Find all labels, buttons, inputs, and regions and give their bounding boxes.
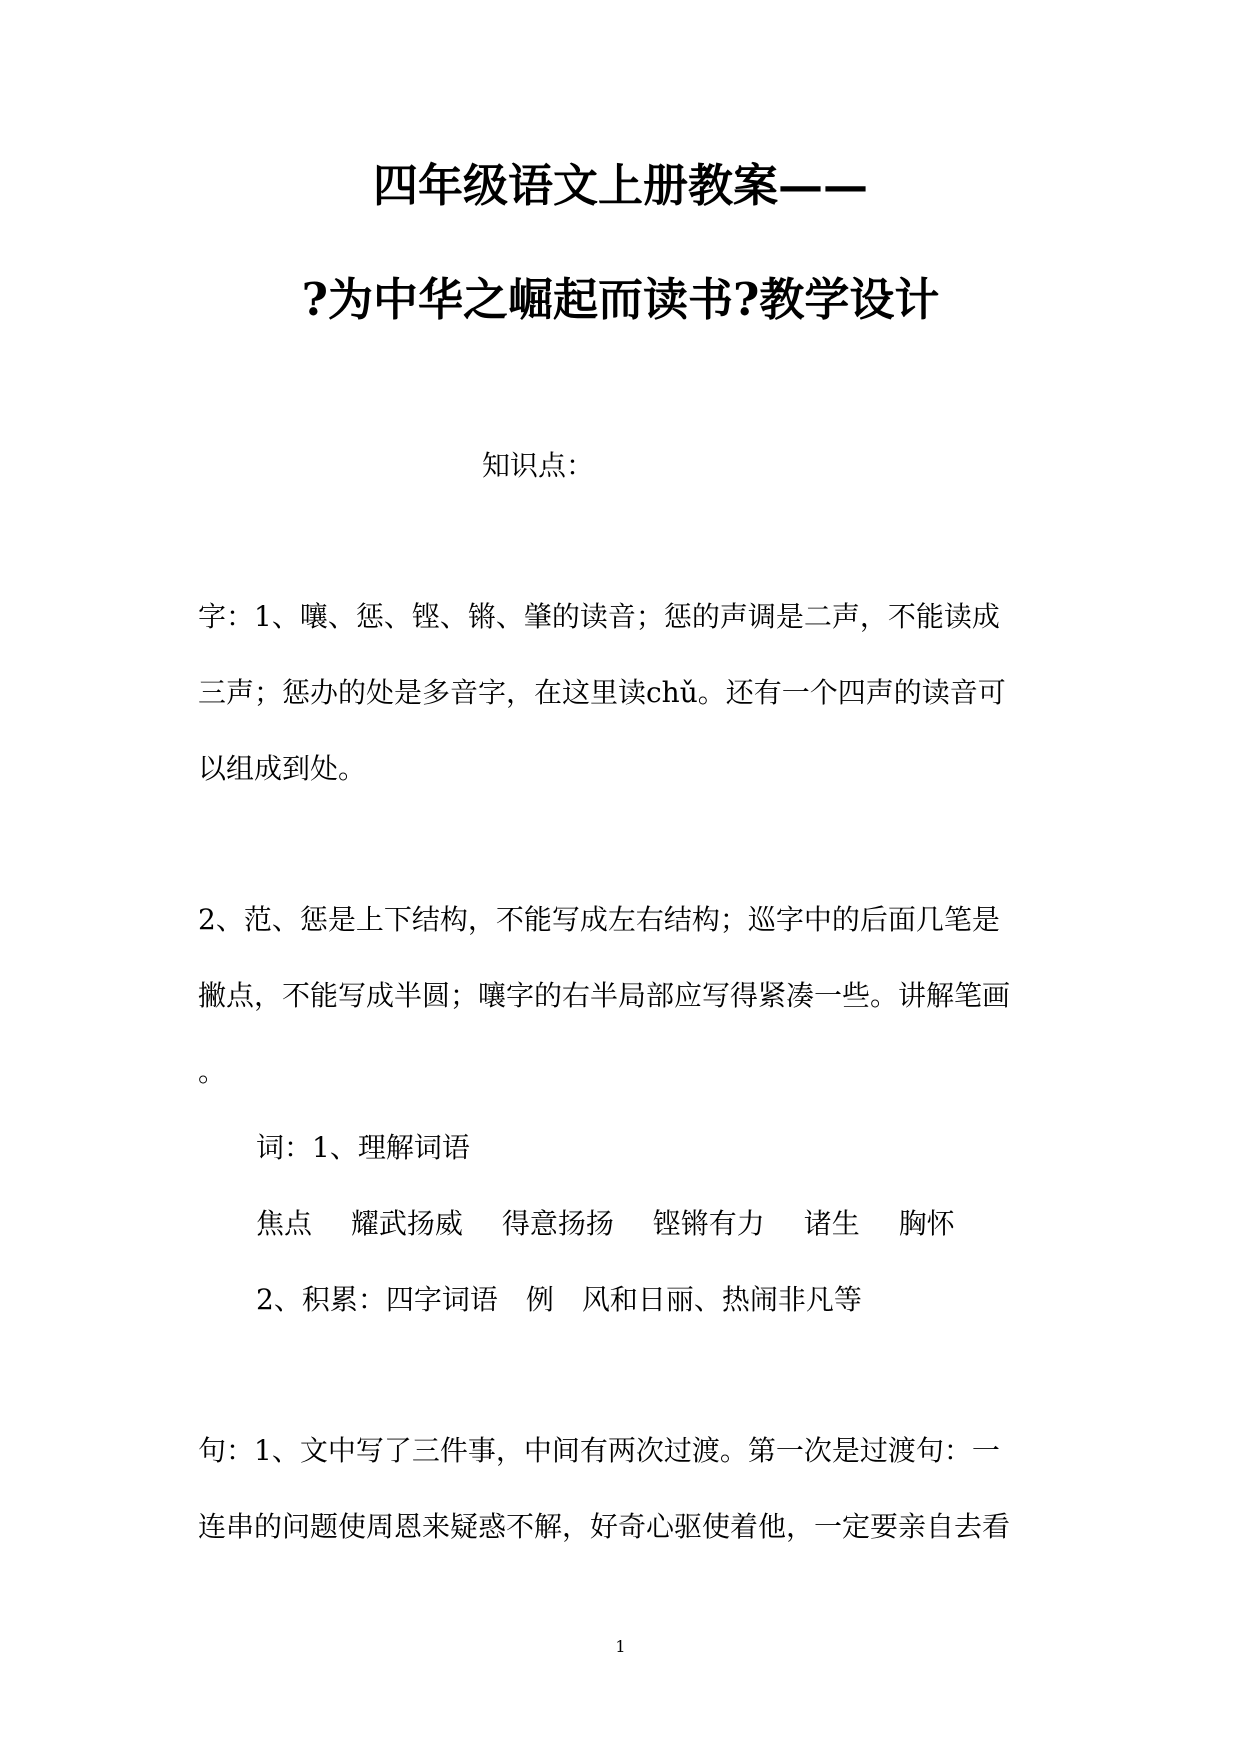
paragraph-line: 词：1、理解词语 — [256, 1131, 470, 1164]
section-heading: 知识点： — [482, 449, 595, 482]
paragraph-line: 撇点，不能写成半圆；嚷字的右半局部应写得紧凑一些。讲解笔画 — [198, 979, 1011, 1012]
paragraph-line: 以组成到处。 — [198, 752, 367, 785]
vocabulary-word: 胸怀 — [898, 1207, 955, 1240]
vocabulary-list — [256, 1204, 955, 1244]
vocabulary-word: 耀武扬威 — [350, 1207, 463, 1240]
paragraph-line: 句：1、文中写了三件事，中间有两次过渡。第一次是过渡句：一 — [198, 1434, 1000, 1467]
paragraph-line: 连串的问题使周恩来疑惑不解，好奇心驱使着他，一定要亲自去看 — [198, 1510, 1011, 1543]
vocabulary-word: 铿锵有力 — [652, 1207, 765, 1240]
paragraph-line: 三声；惩办的处是多音字，在这里读chǔ。还有一个四声的读音可 — [198, 676, 1006, 709]
document-title-line-1: 四年级语文上册教案—— — [372, 159, 868, 212]
paragraph-line: 。 — [198, 1055, 227, 1088]
vocabulary-word: 诸生 — [803, 1207, 860, 1240]
paragraph-line: 2、范、惩是上下结构，不能写成左右结构；巡字中的后面几笔是 — [198, 903, 1000, 936]
document-title-line-2: ?为中华之崛起而读书?教学设计 — [301, 273, 940, 326]
paragraph-line: 2、积累：四字词语 例 风和日丽、热闹非凡等 — [256, 1283, 862, 1316]
vocabulary-word: 焦点 — [256, 1207, 313, 1240]
vocabulary-word: 得意扬扬 — [501, 1207, 614, 1240]
paragraph-line: 字：1、嚷、惩、铿、锵、肇的读音；惩的声调是二声，不能读成 — [198, 600, 1000, 633]
page-number: 1 — [615, 1637, 626, 1656]
